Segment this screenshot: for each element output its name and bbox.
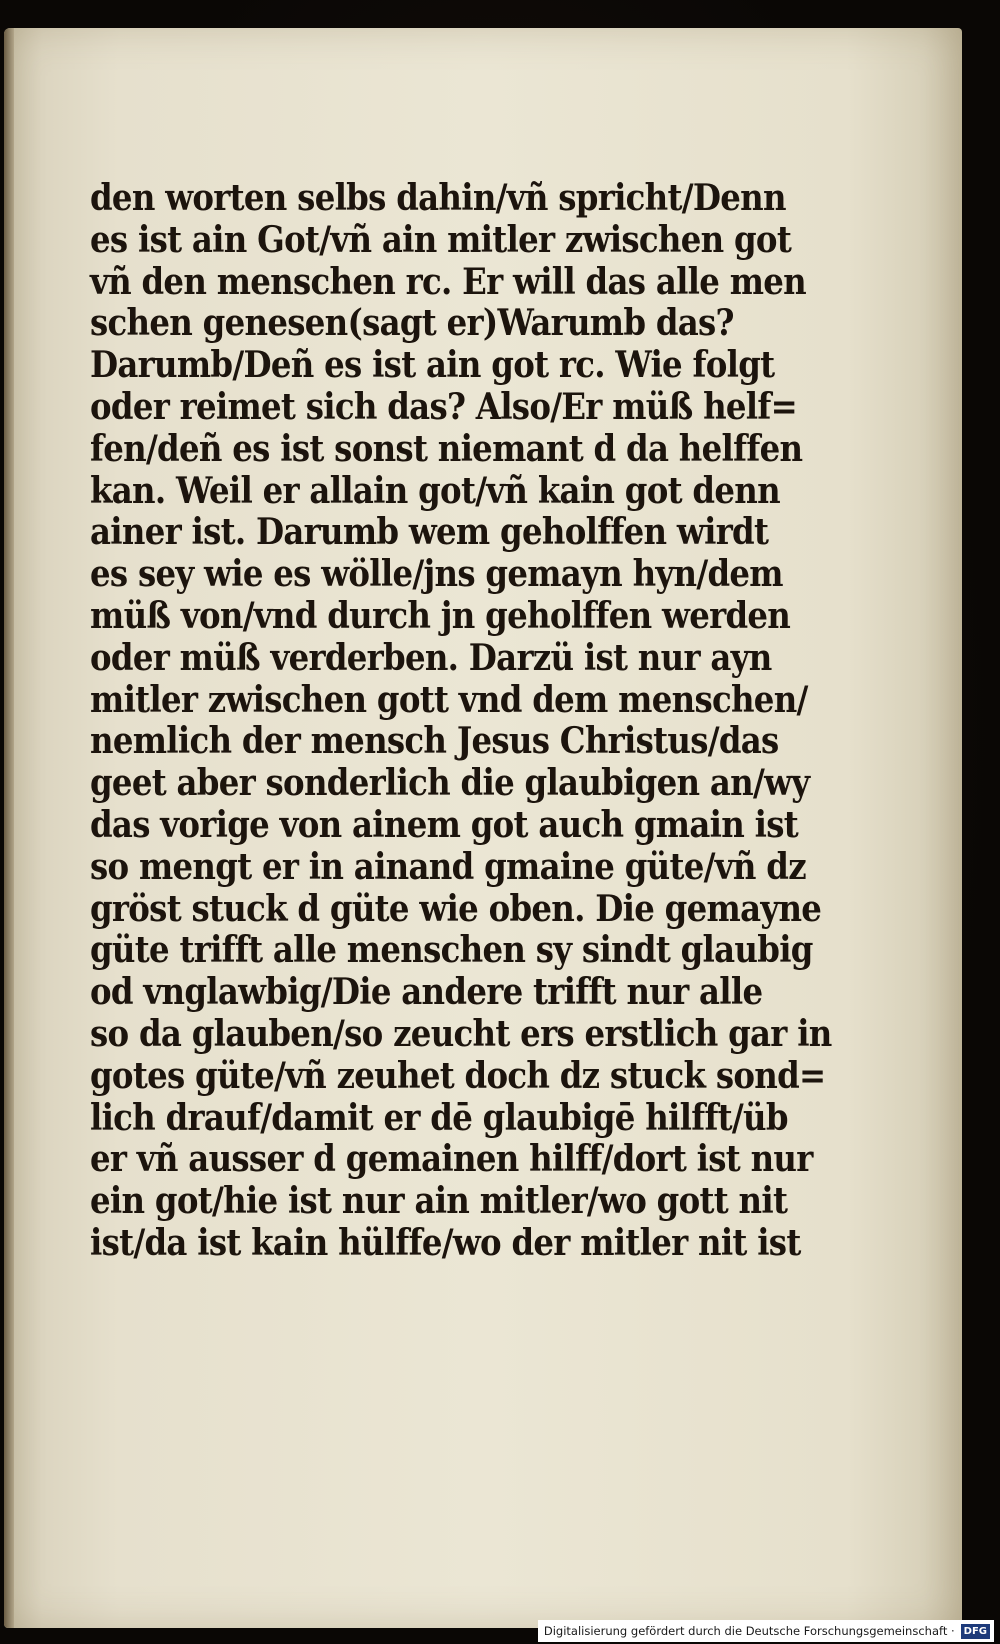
text-line: gröst stuck d güte wie oben. Die gemayne	[90, 887, 822, 930]
text-line: schen genesen(sagt er)Warumb das?	[90, 302, 734, 345]
text-line: fen/deñ es ist sonst niemant d da helffen	[90, 427, 803, 470]
text-line: vñ den menschen rc. Er will das alle men	[90, 260, 807, 303]
text-line: müß von/vnd durch jn geholffen werden	[90, 594, 791, 637]
text-line: so da glauben/so zeucht ers erstlich gar in	[90, 1012, 832, 1055]
text-line: den worten selbs dahin/vñ spricht/Denn	[90, 177, 786, 219]
text-line: das vorige von ainem got auch gmain ist	[90, 803, 798, 846]
text-line: er vñ ausser d gemainen hilff/dort ist nur	[90, 1138, 813, 1181]
text-line: güte trifft alle menschen sy sindt glaubig	[90, 929, 813, 972]
page-spine-edge	[4, 28, 14, 1628]
text-line: ainer ist. Darumb wem geholffen wirdt	[90, 511, 769, 554]
text-line: nemlich der mensch Jesus Christus/das	[90, 720, 779, 763]
text-line: ein got/hie ist nur ain mitler/wo gott nit	[90, 1180, 788, 1223]
text-line: kan. Weil er allain got/vñ kain got denn	[90, 469, 780, 512]
text-line: gotes güte/vñ zeuhet doch dz stuck sond=	[90, 1054, 826, 1097]
text-line: od vnglawbig/Die andere trifft nur alle	[90, 971, 763, 1014]
text-line: oder reimet sich das? Also/Er müß helf=	[90, 385, 798, 428]
text-line: lich drauf/damit er dē glaubigē hilfft/üb	[90, 1096, 788, 1139]
dfg-logo: DFG	[961, 1624, 990, 1639]
text-line: Darumb/Deñ es ist ain got rc. Wie folgt	[90, 344, 775, 387]
book-page	[4, 28, 962, 1628]
page-text-block	[90, 177, 832, 1265]
text-line: mitler zwischen gott vnd dem menschen/	[90, 678, 808, 721]
text-line: so mengt er in ainand gmaine güte/vñ dz	[90, 845, 806, 888]
funding-notice: Digitalisierung gefördert durch die Deutsche Forschungsgemeinschaft ·	[543, 1624, 955, 1638]
text-line: es ist ain Got/vñ ain mitler zwischen got	[90, 218, 792, 261]
text-line: ist/da ist kain hülffe/wo der mitler nit ist	[90, 1221, 801, 1264]
digitization-footer	[538, 1620, 994, 1642]
text-line: oder müß verderben. Darzü ist nur ayn	[90, 636, 772, 679]
text-line: es sey wie es wölle/jns gemayn hyn/dem	[90, 553, 783, 596]
text-line: geet aber sonderlich die glaubigen an/wy	[90, 762, 810, 805]
